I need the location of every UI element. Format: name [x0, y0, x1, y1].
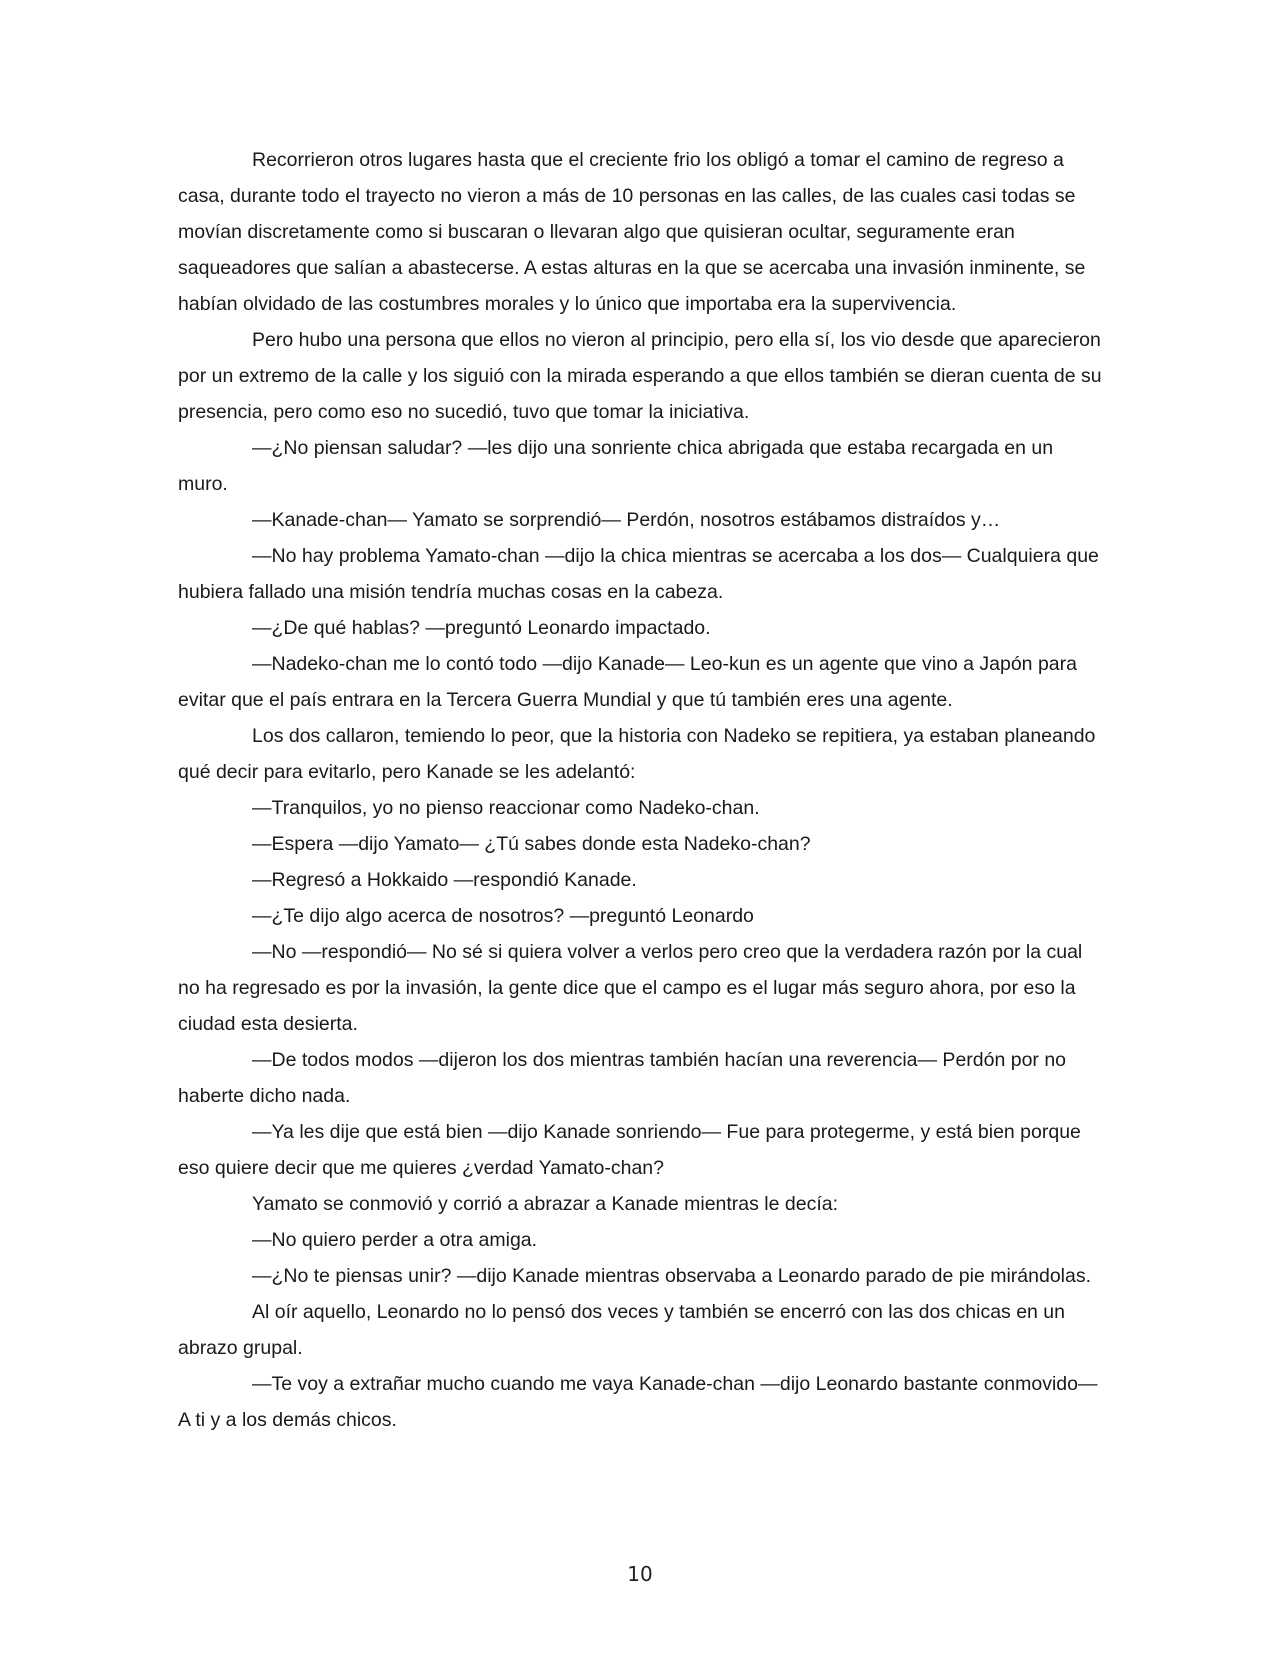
paragraph-11: —Regresó a Hokkaido —respondió Kanade. — [252, 869, 637, 891]
paragraph-3: —¿No piensan saludar? —les dijo una sonriente chica abrigada que estaba recargada en un muro. — [178, 437, 1054, 495]
paragraph-4: —Kanade-chan— Yamato se sorprendió— Perdón, nosotros estábamos distraídos y… — [252, 509, 1001, 531]
paragraph-6: —¿De qué hablas? —preguntó Leonardo impactado. — [252, 617, 711, 639]
body-text — [178, 142, 1103, 1438]
paragraph-17: —No quiero perder a otra amiga. — [252, 1229, 538, 1251]
paragraph-14: —De todos modos —dijeron los dos mientras también hacían una reverencia— Perdón por no haberte dicho nada. — [178, 1049, 1067, 1107]
paragraph-5: —No hay problema Yamato-chan —dijo la chica mientras se acercaba a los dos— Cualquiera que hubiera fallado una misión tendría muchas cosas en la cabeza. — [178, 545, 1099, 603]
paragraph-16: Yamato se conmovió y corrió a abrazar a Kanade mientras le decía: — [252, 1193, 839, 1215]
paragraph-1: Recorrieron otros lugares hasta que el creciente frio los obligó a tomar el camino de regreso a casa, durante todo el trayecto no vieron a más de 10 personas en las calles, de las cuales casi todas se movían discretamente como si buscaran o llevaran algo que quisieran ocultar, seguramente eran saqueadores que salían a abastecerse. A estas alturas en la que se acercaba una invasión inminente, se habían olvidado de las costumbres morales y lo único que importaba era la supervivencia. — [178, 149, 1086, 315]
paragraph-7: —Nadeko-chan me lo contó todo —dijo Kanade— Leo-kun es un agente que vino a Japón para evitar que el país entrara en la Tercera Guerra Mundial y que tú también eres una agente. — [178, 653, 1077, 711]
paragraph-2: Pero hubo una persona que ellos no vieron al principio, pero ella sí, los vio desde que aparecieron por un extremo de la calle y los siguió con la mirada esperando a que ellos también se dieran cuenta de su presencia, pero como eso no sucedió, tuvo que tomar la iniciativa. — [178, 329, 1102, 423]
paragraph-9: —Tranquilos, yo no pienso reaccionar como Nadeko-chan. — [252, 797, 760, 819]
paragraph-15: —Ya les dije que está bien —dijo Kanade sonriendo— Fue para protegerme, y está bien porque eso quiere decir que me quieres ¿verdad Yamato-chan? — [178, 1121, 1081, 1179]
paragraph-18: —¿No te piensas unir? —dijo Kanade mientras observaba a Leonardo parado de pie mirándolas. — [252, 1265, 1092, 1287]
page-number: 10 — [627, 1562, 653, 1586]
paragraph-19: Al oír aquello, Leonardo no lo pensó dos veces y también se encerró con las dos chicas en un abrazo grupal. — [178, 1301, 1066, 1359]
paragraph-8: Los dos callaron, temiendo lo peor, que la historia con Nadeko se repitiera, ya estaban planeando qué decir para evitarlo, pero Kanade se les adelantó: — [178, 725, 1096, 783]
paragraph-12: —¿Te dijo algo acerca de nosotros? —preguntó Leonardo — [252, 905, 754, 927]
paragraph-10: —Espera —dijo Yamato— ¿Tú sabes donde esta Nadeko-chan? — [252, 833, 811, 855]
paragraph-20: —Te voy a extrañar mucho cuando me vaya Kanade-chan —dijo Leonardo bastante conmovido— A ti y a los demás chicos. — [178, 1373, 1098, 1431]
paragraph-13: —No —respondió— No sé si quiera volver a verlos pero creo que la verdadera razón por la cual no ha regresado es por la invasión, la gente dice que el campo es el lugar más seguro ahora, por eso la ciudad esta desierta. — [178, 941, 1083, 1035]
